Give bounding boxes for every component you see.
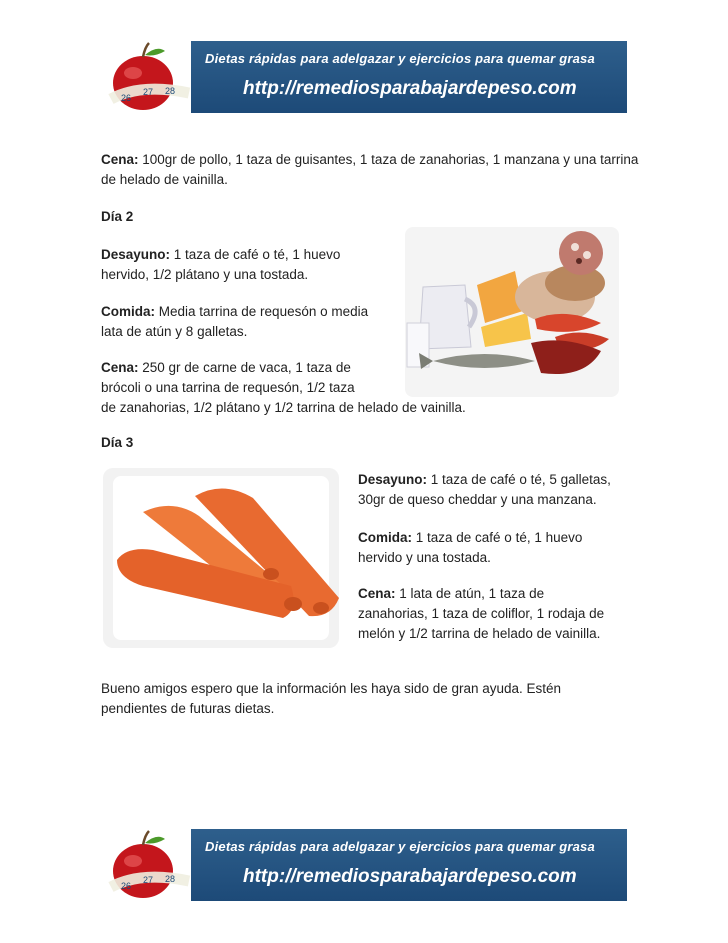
banner-title: Dietas rápidas para adelgazar y ejercicios para quemar grasa <box>205 839 595 854</box>
svg-text:26: 26 <box>121 93 132 103</box>
apple-tape-icon <box>101 41 191 113</box>
banner-url[interactable]: http://remediosparabajardepeso.com <box>243 866 577 887</box>
day3-dinner: Cena: 1 lata de atún, 1 taza de zanahorias, 1 taza de coliflor, 1 rodaja de melón y 1/2 tarrina de helado de vainilla. <box>358 586 605 641</box>
banner-blue-band <box>191 829 627 901</box>
banner-url[interactable]: http://remediosparabajardepeso.com <box>243 78 577 99</box>
svg-text:27: 27 <box>143 875 154 885</box>
day2-heading: Día 2 <box>101 209 134 224</box>
day3-lunch: Comida: 1 taza de café o té, 1 huevo hervido y una tostada. <box>358 530 583 565</box>
day2-dinner-label: Cena: <box>101 360 139 375</box>
apple-tape-icon <box>101 829 191 901</box>
day2-dinner: Cena: 250 gr de carne de vaca, 1 taza de brócoli o una tarrina de requesón, 1/2 taza de zanahorias, 1/2 plátano y 1/2 tarrina de helado de vainilla. <box>101 360 466 415</box>
apple-logo <box>101 829 191 901</box>
food-photo <box>405 227 619 397</box>
day3-dinner-label: Cena: <box>358 586 396 601</box>
svg-text:28: 28 <box>165 86 176 96</box>
day2-lunch: Comida: Media tarrina de requesón o media lata de atún y 8 galletas. <box>101 304 369 339</box>
apple-logo <box>101 41 191 113</box>
svg-text:27: 27 <box>143 87 154 97</box>
day3-breakfast-label: Desayuno: <box>358 472 428 487</box>
footer-banner <box>101 829 627 901</box>
intro-text: 100gr de pollo, 1 taza de guisantes, 1 taza de zanahorias, 1 manzana y una tarrina de helado de vainilla. <box>101 152 639 187</box>
closing-paragraph: Bueno amigos espero que la información les haya sido de gran ayuda. Estén pendientes de futuras dietas. <box>101 681 562 716</box>
svg-text:28: 28 <box>165 874 176 884</box>
intro-label: Cena: <box>101 152 139 167</box>
header-banner <box>101 41 627 113</box>
food-image <box>405 227 619 397</box>
intro-dinner <box>101 150 641 190</box>
carrot-image <box>103 468 339 648</box>
banner-blue-band <box>191 41 627 113</box>
carrot-photo <box>103 468 339 648</box>
svg-text:26: 26 <box>121 881 132 891</box>
day3-breakfast: Desayuno: 1 taza de café o té, 5 galletas, 30gr de queso cheddar y una manzana. <box>358 472 611 507</box>
day2-breakfast-label: Desayuno: <box>101 247 171 262</box>
day3-lunch-label: Comida: <box>358 530 412 545</box>
day2-lunch-label: Comida: <box>101 304 155 319</box>
day3-heading: Día 3 <box>101 435 134 450</box>
day2-breakfast: Desayuno: 1 taza de café o té, 1 huevo hervido, 1/2 plátano y una tostada. <box>101 247 341 282</box>
banner-title: Dietas rápidas para adelgazar y ejercicios para quemar grasa <box>205 51 595 66</box>
